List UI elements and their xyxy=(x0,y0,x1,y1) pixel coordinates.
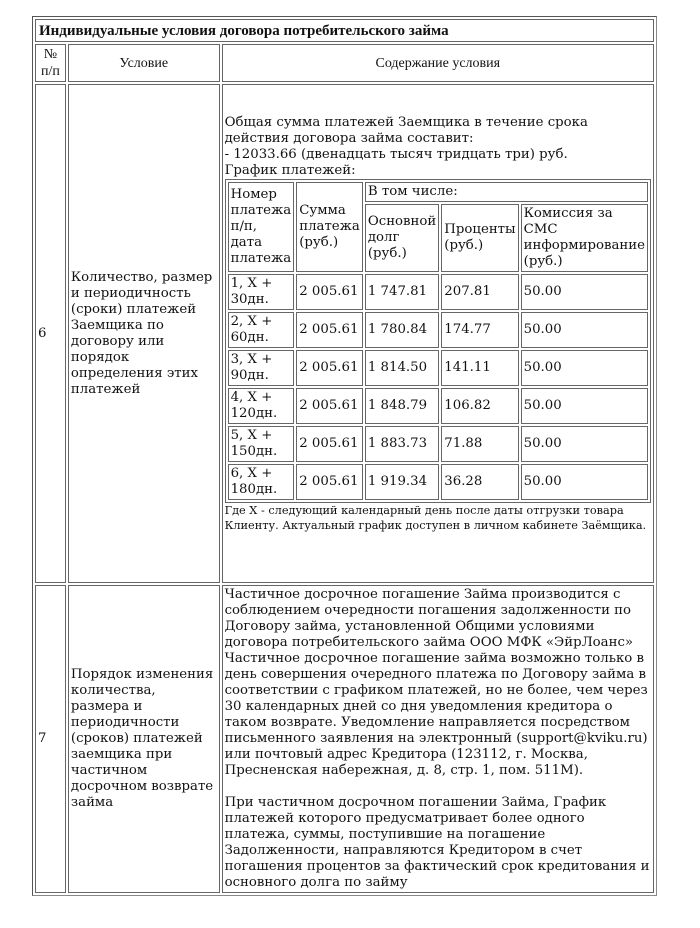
payment-no: 4, X + 120дн. xyxy=(228,388,295,424)
schedule-row xyxy=(228,464,648,500)
payment-amount: 2 005.61 xyxy=(296,312,363,348)
payment-amount: 2 005.61 xyxy=(296,426,363,462)
schedule-label: График платежей: xyxy=(224,162,356,178)
payment-schedule-table xyxy=(225,179,651,503)
col-header-sms-fee: Комиссия за СМС информирование (руб.) xyxy=(521,204,648,272)
col-header-including: В том числе: xyxy=(365,182,648,202)
payment-amount: 2 005.61 xyxy=(296,464,363,500)
col-header-amount: Сумма платежа (руб.) xyxy=(296,182,363,272)
document-title: Индивидуальные условия договора потребительского займа xyxy=(35,19,654,42)
payment-amount: 2 005.61 xyxy=(296,274,363,310)
payment-principal: 1 780.84 xyxy=(365,312,439,348)
payment-sms-fee: 50.00 xyxy=(521,464,648,500)
payment-interest: 207.81 xyxy=(441,274,518,310)
payment-no: 2, X + 60дн. xyxy=(228,312,295,348)
schedule-row xyxy=(228,274,648,310)
payment-no: 3, X + 90дн. xyxy=(228,350,295,386)
payment-no: 6, X + 180дн. xyxy=(228,464,295,500)
payment-sms-fee: 50.00 xyxy=(521,388,648,424)
schedule-row xyxy=(228,312,648,348)
table-row xyxy=(35,585,654,893)
payment-principal: 1 919.34 xyxy=(365,464,439,500)
header-content: Содержание условия xyxy=(222,44,654,82)
payment-principal: 1 814.50 xyxy=(365,350,439,386)
payment-interest: 106.82 xyxy=(441,388,518,424)
payment-no: 1, X + 30дн. xyxy=(228,274,295,310)
col-header-interest: Проценты (руб.) xyxy=(441,204,518,272)
payment-principal: 1 848.79 xyxy=(365,388,439,424)
paragraph-order-of-repayment: Частичное досрочное погашение Займа производится с соблюдением очередности погашения задолженности по Договору займа, установленной Общими условиями договора потребительского займа ООО МФК «ЭйрЛоанс» xyxy=(224,587,634,650)
row-condition: Порядок изменения количества, размера и периодичности (сроков) платежей заемщика при частичном досрочном возврате займа xyxy=(68,585,220,893)
payment-principal: 1 883.73 xyxy=(365,426,439,462)
schedule-row xyxy=(228,388,648,424)
header-number: № п/п xyxy=(35,44,66,82)
payment-sms-fee: 50.00 xyxy=(521,274,648,310)
total-payments-text: Общая сумма платежей Заемщика в течение срока действия договора займа составит: xyxy=(224,114,588,146)
payment-interest: 71.88 xyxy=(441,426,518,462)
payment-sms-fee: 50.00 xyxy=(521,312,648,348)
header-condition: Условие xyxy=(68,44,220,82)
paragraph-allocation-of-funds: При частичном досрочном погашении Займа, График платежей которого предусматривает более одного платежа, суммы, поступившие на погашение Задолженности, направляются Кредитором в счет погашения процентов за фактический срок кредитования и основного долга по займу xyxy=(224,795,650,890)
payment-interest: 141.11 xyxy=(441,350,518,386)
row-content xyxy=(222,84,654,583)
payment-amount: 2 005.61 xyxy=(296,388,363,424)
payment-principal: 1 747.81 xyxy=(365,274,439,310)
payment-no: 5, X + 150дн. xyxy=(228,426,295,462)
total-payments-amount: - 12033.66 (двенадцать тысяч тридцать три) руб. xyxy=(224,146,568,162)
schedule-row xyxy=(228,426,648,462)
row-number: 6 xyxy=(35,84,66,583)
row-condition: Количество, размер и периодичность (сроки) платежей Заемщика по договору или порядок определения этих платежей xyxy=(68,84,220,583)
row-content xyxy=(222,585,654,893)
payment-interest: 174.77 xyxy=(441,312,518,348)
row-number: 7 xyxy=(35,585,66,893)
payment-amount: 2 005.61 xyxy=(296,350,363,386)
schedule-note: Где X - следующий календарный день после даты отгрузки товара Клиенту. Актуальный график доступен в личном кабинете Заёмщика. xyxy=(224,503,647,532)
col-header-payment-no: Номер платежа п/п, дата платежа xyxy=(228,182,295,272)
col-header-principal: Основной долг (руб.) xyxy=(365,204,439,272)
schedule-row xyxy=(228,350,648,386)
payment-sms-fee: 50.00 xyxy=(521,350,648,386)
loan-conditions-table xyxy=(32,16,657,896)
payment-sms-fee: 50.00 xyxy=(521,426,648,462)
table-row xyxy=(35,84,654,583)
payment-interest: 36.28 xyxy=(441,464,518,500)
paragraph-repayment-conditions: Частичное досрочное погашение займа возможно только в день совершения очередного платежа по Договору займа в соответствии с графиком платежей, но не более, чем через 30 календарных дней со дня уведомления кредитора о таком возврате. Уведомление направляется посредством письменного заявления на электронный (support@kviku.ru) или почтовый адрес Кредитора (123112, г. Москва, Пресненская набережная, д. 8, стр. 1, пом. 511М). xyxy=(224,651,648,778)
